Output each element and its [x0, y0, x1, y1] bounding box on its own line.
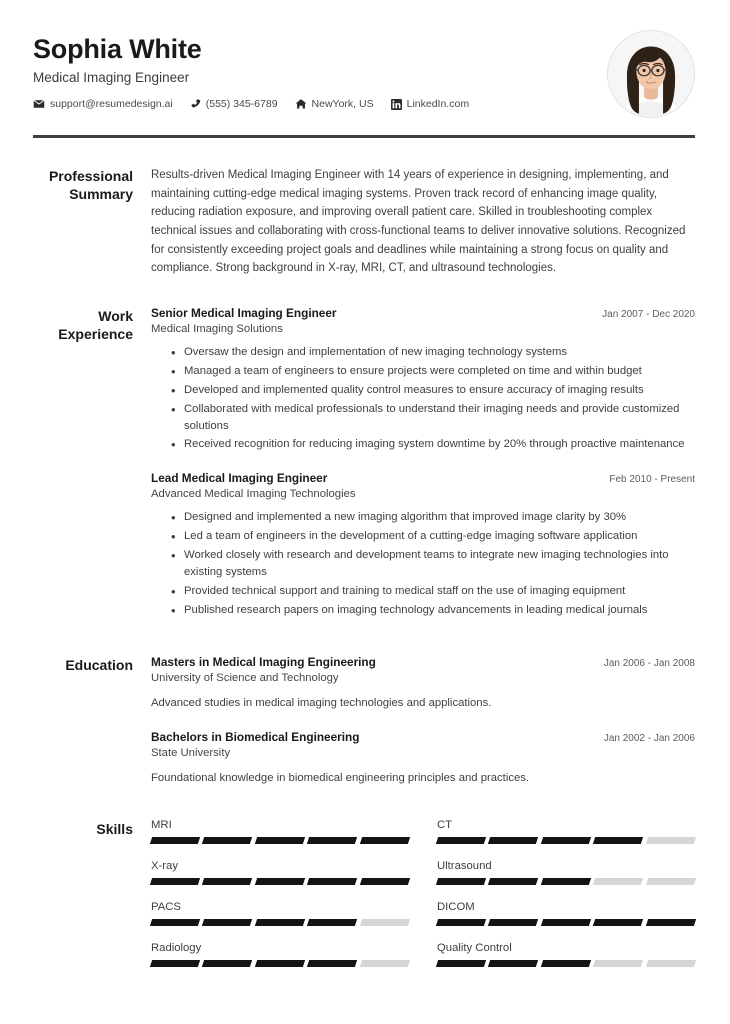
work-entry-date: Jan 2007 - Dec 2020 [602, 308, 695, 320]
section-label-work: Work Experience [58, 307, 133, 342]
contact-row [33, 98, 607, 110]
skill-name: DICOM [437, 900, 475, 913]
skill-segment [307, 837, 358, 844]
section-label-skills: Skills [96, 820, 133, 837]
skill-level-bar [437, 919, 695, 926]
work-entry-bullets [151, 509, 695, 619]
skill-segment [541, 960, 592, 967]
skill-segment [202, 837, 253, 844]
skill-segment [436, 960, 487, 967]
contact-phone-text: (555) 345-6789 [205, 98, 278, 111]
skill-segment [488, 960, 539, 967]
skill-segment [645, 837, 696, 844]
skill-segment [359, 919, 410, 926]
list-item: • Collaborated with medical professionals to understand their imaging needs and provide customized solutions [171, 401, 695, 435]
list-item: • Worked closely with research and development teams to integrate new imaging technologies into existing systems [171, 547, 695, 581]
section-professional-summary [0, 166, 730, 278]
skill-segment [307, 919, 358, 926]
skill-level-bar [151, 960, 409, 967]
skill-segment [541, 878, 592, 885]
education-entry-title: Bachelors in Biomedical Engineering [151, 729, 360, 744]
skill-item [151, 819, 409, 860]
list-item: • Provided technical support and training to medical staff on the use of imaging equipment [171, 583, 695, 600]
contact-linkedin-text: LinkedIn.com [406, 98, 470, 111]
section-skills [0, 819, 730, 983]
work-entry-title: Lead Medical Imaging Engineer [151, 471, 328, 486]
contact-email-text: support@resumedesign.ai [50, 98, 173, 111]
skill-segment [436, 837, 487, 844]
skill-level-bar [437, 960, 695, 967]
skill-segment [202, 960, 253, 967]
section-education [0, 655, 730, 787]
education-entry-date: Jan 2006 - Jan 2008 [603, 658, 695, 669]
skill-segment [202, 878, 253, 885]
section-work-experience [0, 306, 730, 621]
skill-segment [488, 919, 539, 926]
skill-name: Quality Control [437, 941, 512, 954]
education-entry [151, 730, 695, 787]
list-item: • Managed a team of engineers to ensure projects were completed on time and within budget [171, 363, 695, 380]
skill-segment [593, 919, 644, 926]
skill-name: MRI [151, 818, 172, 831]
header-divider [33, 135, 695, 138]
summary-text: Results-driven Medical Imaging Engineer with 14 years of experience in designing, implementing, and maintaining cutting-edge medical imaging systems. Proven track record of enhancing image quality, reducing radiation exposure, and improving overall patient care. Skilled in troubleshooting complex technical issues and collaborating with cross-functional teams to deliver innovative solutions. Recognized for consistently exceeding project goals and deadlines while maintaining a strong focus on quality and compliance. Strong background in X-ray, MRI, CT, and ultrasound technologies. [151, 169, 686, 275]
skill-segment [255, 837, 306, 844]
work-entry-company: Medical Imaging Solutions [151, 322, 283, 335]
skill-item [151, 860, 409, 901]
summary-body [151, 166, 695, 278]
skill-segment [359, 837, 410, 844]
skill-segment [307, 878, 358, 885]
skill-segment [255, 960, 306, 967]
job-title: Medical Imaging Engineer [33, 70, 190, 86]
skill-segment [202, 919, 253, 926]
list-item: • Published research papers on imaging technology advancements in leading medical journals [171, 602, 695, 619]
education-entry-title: Masters in Medical Imaging Engineering [151, 655, 376, 669]
page-title: Sophia White [33, 34, 202, 64]
work-entry [151, 306, 695, 454]
skill-item [151, 901, 409, 942]
skill-item [437, 942, 695, 983]
skill-segment [645, 960, 696, 967]
education-entry-date: Jan 2002 - Jan 2006 [603, 732, 695, 744]
education-entry-school: University of Science and Technology [151, 672, 339, 684]
phone-icon [190, 98, 201, 110]
list-item: • Led a team of engineers in the development of a cutting-edge imaging software application [171, 528, 695, 545]
skill-segment [488, 878, 539, 885]
skill-segment [541, 919, 592, 926]
linkedin-icon [391, 99, 402, 110]
skill-segment [541, 837, 592, 844]
skills-grid [151, 819, 695, 983]
home-icon [295, 98, 307, 110]
skill-segment [150, 837, 201, 844]
skill-level-bar [151, 837, 409, 844]
skill-segment [436, 919, 487, 926]
skill-segment [150, 919, 201, 926]
envelope-icon [33, 98, 45, 110]
skill-name: Ultrasound [437, 859, 492, 872]
skill-segment [150, 878, 201, 885]
skill-name: X-ray [151, 859, 178, 872]
skill-level-bar [151, 919, 409, 926]
skill-segment [593, 837, 644, 844]
skill-segment [488, 837, 539, 844]
work-body [151, 306, 695, 621]
skills-body [151, 819, 695, 983]
skill-name: CT [437, 818, 453, 831]
work-entry-head [151, 306, 695, 320]
avatar [607, 30, 695, 118]
skill-name: PACS [151, 900, 181, 913]
work-entry-bullets [151, 344, 695, 454]
education-entry-description: Advanced studies in medical imaging technologies and applications. [151, 697, 492, 709]
education-entry [151, 655, 695, 712]
contact-phone[interactable] [190, 98, 278, 110]
work-entry-title: Senior Medical Imaging Engineer [151, 305, 337, 320]
skill-level-bar [151, 878, 409, 885]
education-body [151, 655, 695, 787]
education-entry-school: State University [151, 746, 231, 759]
education-entry-head [151, 655, 695, 669]
header-text-block [33, 30, 607, 110]
list-item: • Developed and implemented quality control measures to ensure accuracy of imaging results [171, 382, 695, 399]
skill-segment [645, 878, 696, 885]
list-item: • Designed and implemented a new imaging algorithm that improved image clarity by 30% [171, 509, 695, 526]
skill-level-bar [437, 878, 695, 885]
skill-segment [307, 960, 358, 967]
education-entry-description: Foundational knowledge in biomedical engineering principles and practices. [151, 771, 530, 784]
work-entry-company: Advanced Medical Imaging Technologies [151, 488, 356, 501]
contact-email[interactable] [33, 98, 173, 110]
skill-segment [150, 960, 201, 967]
contact-location [295, 98, 374, 110]
work-entry [151, 471, 695, 619]
list-item: • Received recognition for reducing imaging system downtime by 20% through proactive maintenance [171, 436, 695, 453]
skill-item [437, 901, 695, 942]
skill-level-bar [437, 837, 695, 844]
work-entry-date: Feb 2010 - Present [609, 474, 695, 486]
contact-location-text: NewYork, US [311, 98, 374, 111]
skill-segment [359, 960, 410, 967]
work-entry-head [151, 471, 695, 485]
skill-item [437, 819, 695, 860]
skill-segment [255, 919, 306, 926]
skill-item [437, 860, 695, 901]
section-label-summary: Professional Summary [48, 168, 133, 203]
contact-linkedin[interactable] [391, 98, 469, 110]
skill-segment [593, 878, 644, 885]
skill-segment [593, 960, 644, 967]
education-entry-head [151, 730, 695, 744]
skill-name: Radiology [151, 941, 202, 954]
list-item: • Oversaw the design and implementation of new imaging technology systems [171, 344, 695, 361]
resume-header [0, 0, 730, 118]
skill-item [151, 942, 409, 983]
skill-segment [359, 878, 410, 885]
section-label-education: Education [65, 657, 133, 673]
skill-segment [645, 919, 696, 926]
skill-segment [255, 878, 306, 885]
skill-segment [436, 878, 487, 885]
